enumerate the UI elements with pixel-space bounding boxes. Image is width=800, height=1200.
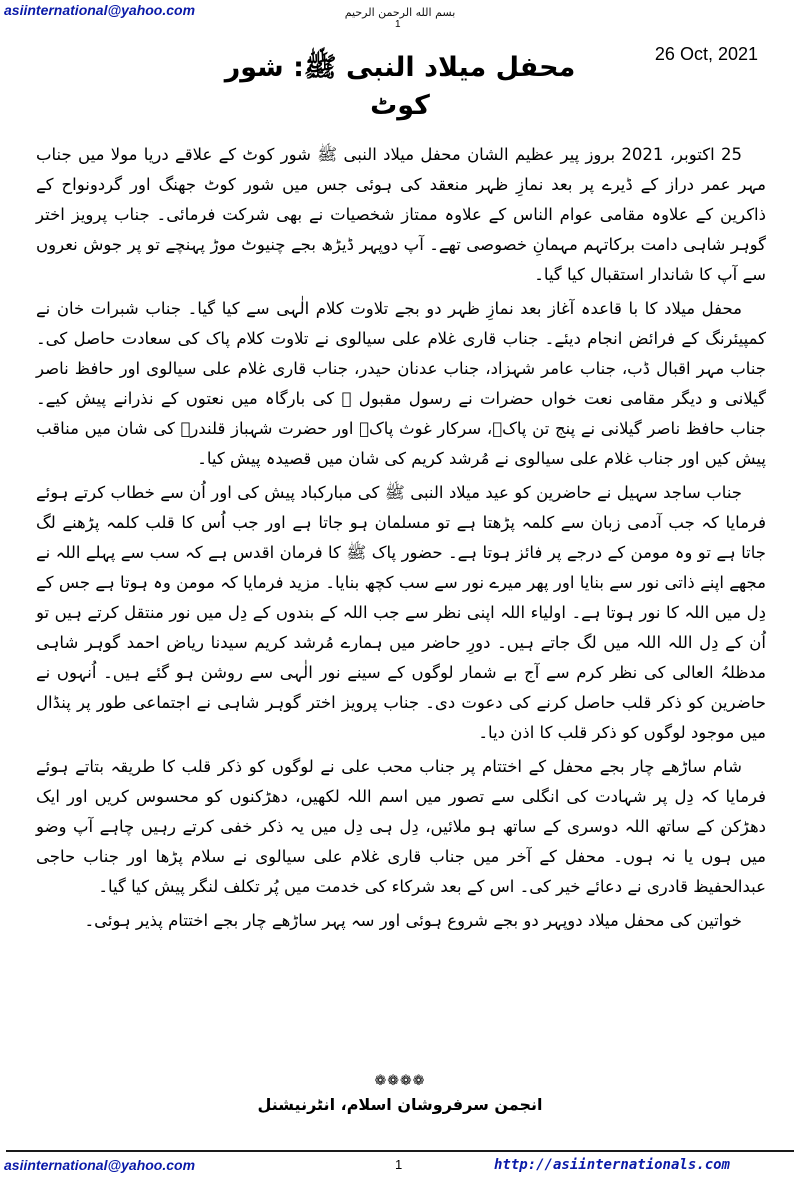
paragraph: شام ساڑھے چار بجے محفل کے اختتام پر جناب محب علی نے لوگوں کو ذکر قلب کا طریقہ بتاتے ہوئے فرمایا کہ دِل پر شہادت کی انگلی سے تصور میں اسم اللہ لکھیں، دھڑکنوں کو محسوس کریں اور ایک دھڑکن کے ساتھ اللہ دوسری کے ساتھ ہو ملائیں، دِل ہی دِل میں یہ ذکر خفی کرتے رہیں چاہے آپ وضو میں ہوں یا نہ ہوں۔ محفل کے آخر میں جناب قاری غلام علی سیالوی نے سلام پڑھا اور جناب حاجی عبدالحفیظ قادری نے دعائے خیر کی۔ اس کے بعد شرکاء کی خدمت میں پُر تکلف لنگر پیش کیا گیا۔ [36, 757, 766, 896]
footer-divider [6, 1150, 794, 1152]
article-title: محفل میلاد النبی ﷺ: شور کوٹ [224, 52, 576, 121]
organization-name: انجمن سرفروشان اسلام، انٹرنیشنل [257, 1095, 543, 1114]
basmala: بسم الله الرحمن الرحیم [344, 6, 456, 19]
header-page-number: 1 [395, 19, 401, 30]
footer-page-number: 1 [395, 1157, 403, 1172]
footer-email[interactable]: asiinternational@yahoo.com [4, 1157, 196, 1173]
header-email[interactable]: asiinternational@yahoo.com [4, 2, 196, 18]
paragraph: محفل میلاد کا با قاعدہ آغاز بعد نمازِ ظہر دو بجے تلاوت کلام الٰہی سے کیا گیا۔ جناب شبرات خان نے کمپیئرنگ کے فرائض انجام دیئے۔ جناب قاری غلام علی سیالوی نے تلاوت کلام پاک کی سعادت حاصل کی۔ جناب مہر اقبال ڈب، جناب عامر شہزاد، جناب عدنان حیدر، جناب قاری غلام علی سیالوی اور حافظ ناصر گیلانی و دیگر مقامی نعت خواں حضرات نے رسول مقبول ﷺ کی بارگاہ میں نعتوں کے نذرانے پیش کیے۔ جناب حافظ ناصر گیلانی نے پنج تن پاکؑ، سرکار غوث پاکؒ اور حضرت شہباز قلندرؒ کی شان میں مناقب پیش کیں اور جناب غلام علی سیالوی نے مُرشد کریم کی شان میں قصیدہ پیش کیا۔ [36, 299, 766, 468]
footer-website-link[interactable]: http://asiinternationals.com [493, 1157, 730, 1173]
paragraph: جناب ساجد سہیل نے حاضرین کو عید میلاد النبی ﷺ کی مبارکباد پیش کی اور اُن سے خطاب کرتے ہوئے فرمایا کہ جب آدمی زبان سے کلمہ پڑھتا ہے تو مسلمان ہو جاتا ہے اور جب اُس کا قلب کلمہ پڑھنے لگ جاتا ہے تو وہ مومن کے درجے پر فائز ہوتا ہے۔ حضور پاک ﷺ کا فرمان اقدس ہے کہ سب سے پہلے اللہ نے مجھے اپنے ذاتی نور سے بنایا اور پھر میرے نور سے سب کچھ بنایا۔ مزید فرمایا کہ مومن وہ ہوتا ہے جس کے دِل میں اللہ کا نور ہوتا ہے۔ اولیاء اللہ اپنی نظر سے جب اللہ کے بندوں کے دِل میں نور منتقل کرتے ہیں تو اُن کے دِل اللہ اللہ میں لگ جاتے ہیں۔ دورِ حاضر میں ہمارے مُرشد کریم سیدنا ریاض احمد گوہر شاہی مدظلہُ العالی کی نظر کرم سے آج بے شمار لوگوں کے سینے نور الٰہی سے روشن ہو گئے ہیں۔ اُنہوں نے حاضرین کو ذکر قلب حاصل کرنے کی دعوت دی۔ جناب پرویز اختر گوہر شاہی نے اجتماعی طور پر پنڈال میں موجود لوگوں کو ذکر قلب کا اذن دیا۔ [36, 483, 766, 742]
article-body [36, 140, 766, 940]
article-date: 26 Oct, 2021 [654, 44, 758, 64]
divider-ornament: ❁❁❁❁ [374, 1073, 426, 1089]
paragraph: خواتین کی محفل میلاد دوپہر دو بجے شروع ہوئی اور سہ پہر ساڑھے چار بجے اختتام پذیر ہوئی۔ [84, 911, 742, 930]
paragraph: 25 اکتوبر، 2021 بروز پیر عظیم الشان محفل میلاد النبی ﷺ شور کوٹ کے علاقے دریا مولا میں جناب مہر عمر دراز کے ڈیرے پر بعد نمازِ ظہر منعقد کی ہوئی جس میں شور کوٹ جھنگ اور گردونواح کے ذاکرین کے علاوہ مقامی عوام الناس کے علاوہ ممتاز شخصیات نے بھی شرکت فرمائی۔ جناب پرویز اختر گوہر شاہی دامت برکاتہم مہمانِ خصوصی تھے۔ آپ دوپہر ڈیڑھ بجے چنیوٹ موڑ پہنچے تو پر جوش نعروں سے آپ کا شاندار استقبال کیا گیا۔ [36, 145, 766, 284]
